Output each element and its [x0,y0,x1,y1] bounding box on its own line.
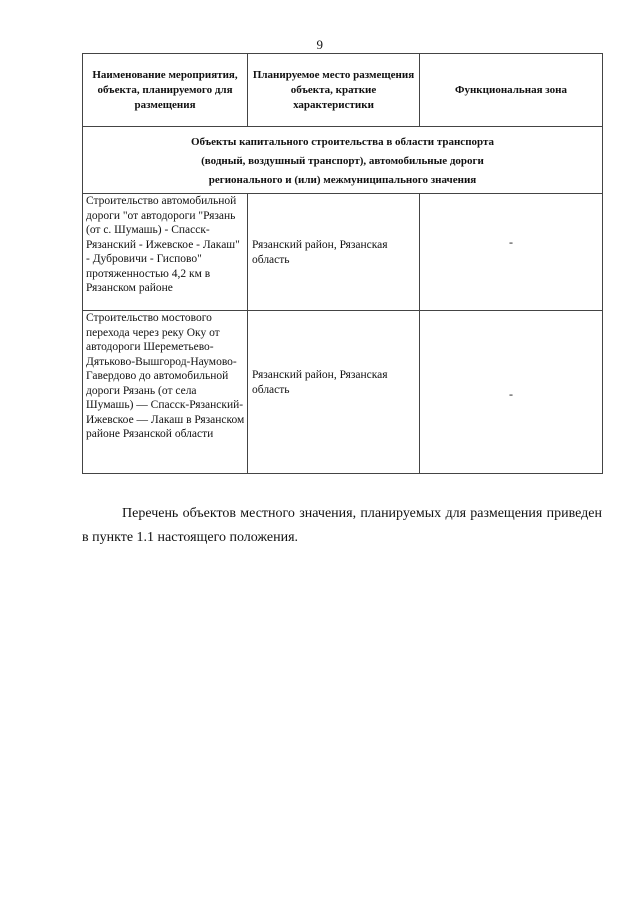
table-row [83,311,603,474]
object-zone-cell [420,194,603,311]
object-zone-text: - [509,235,513,249]
note-paragraph: Перечень объектов местного значения, планируемых для размещения приведен в пункте 1.1 настоящего положения. [82,506,602,545]
object-place-cell [248,311,420,474]
object-place-text: Рязанский район, Рязанская область [252,239,388,266]
section-title [83,127,603,194]
planning-table [82,53,603,474]
object-name-cell: Строительство мостового перехода через реку Оку от автодороги Шереметьево-Дятьково-Вышгород-Наумово-Гавердово до автомобильной дороги Рязань (от села Шумашь) — Спасск-Рязанский-Ижевское — Лакаш в Рязанском районе Рязанской области [83,311,248,474]
section-title-line: (водный, воздушный транспорт), автомобильные дороги [201,155,484,167]
object-zone-text: - [509,387,513,401]
header-name: Наименование мероприятия, объекта, планируемого для размещения [83,54,248,127]
section-title-line: Объекты капитального строительства в области транспорта [190,136,495,148]
table-row [83,194,603,311]
header-place: Планируемое место размещения объекта, краткие характеристики [248,54,420,127]
section-title-line: регионального и (или) межмуниципального значения [208,174,477,186]
header-zone: Функциональная зона [420,54,603,127]
object-zone-cell [420,311,603,474]
page-number: 9 [316,37,324,52]
section-row [83,127,603,194]
object-name-cell: Строительство автомобильной дороги "от автодороги "Рязань (от с. Шумашь) - Спасск-Рязанский - Ижевское - Лакаш" - Дубровичи - Гиспово" протяженностью 4,2 км в Рязанском районе [83,194,248,311]
object-place-cell [248,194,420,311]
table-header-row [83,54,603,127]
object-place-text: Рязанский район, Рязанская область [252,369,388,396]
